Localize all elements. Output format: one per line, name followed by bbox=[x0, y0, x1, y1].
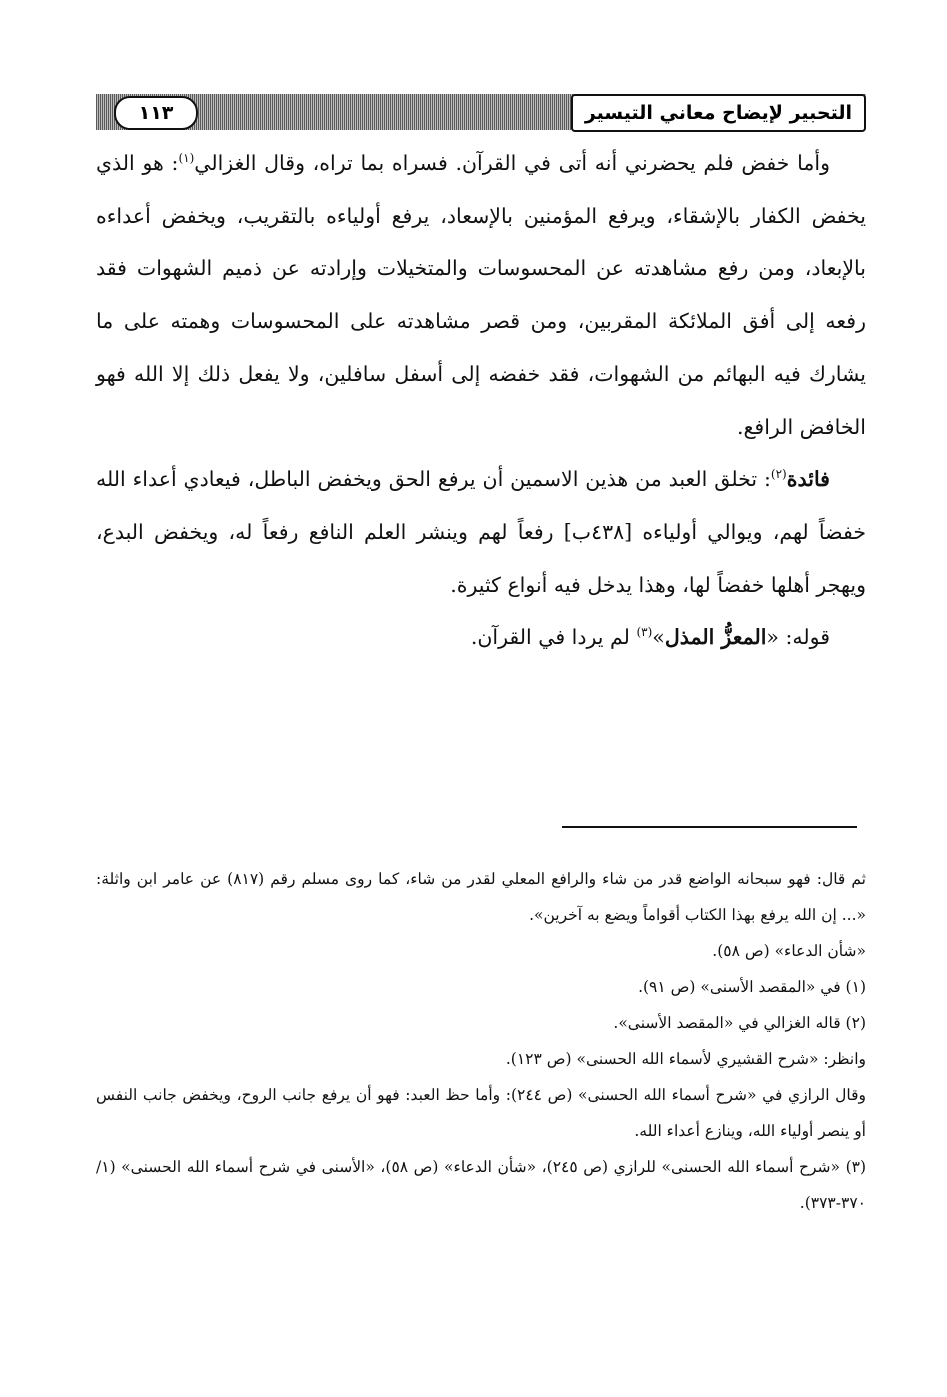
footnote-line: «شأن الدعاء» (ص ٥٨). bbox=[712, 942, 866, 960]
paragraph-1-text: وأما خفض فلم يحضرني أنه أتى في القرآن. فسراه بما تراه، وقال الغزالي bbox=[194, 151, 830, 175]
footnote-2: (٢) قاله الغزالي في «المقصد الأسنى». bbox=[613, 1014, 866, 1032]
fa-ida-label: فائدة bbox=[786, 467, 830, 492]
paragraph-3-text: لم يردا في القرآن. bbox=[470, 625, 637, 650]
footnote-ref-1: (١) bbox=[178, 151, 195, 166]
names-heading: المعزُّ المذل bbox=[664, 625, 767, 650]
footnote-ref-2: (٢) bbox=[770, 467, 787, 482]
page-number: ١١٣ bbox=[114, 96, 198, 130]
book-title: التحبير لإيضاح معاني التيسير bbox=[571, 94, 866, 132]
running-header bbox=[96, 94, 866, 130]
footnote-continuation: ثم قال: فهو سبحانه الواضع قدر من شاء والرافع المعلي لقدر من شاء، كما روى مسلم رقم (٨١٧) عن عامر ابن واثلة: «... إن الله يرفع بهذا الكتاب أقواماً ويضع به آخرين». bbox=[96, 870, 866, 924]
footnote-line: وقال الرازي في «شرح أسماء الله الحسنى» (ص ٢٤٤): وأما حظ العبد: فهو أن يرفع جانب الروح، ويخفض جانب النفس أو ينصر أولياء الله، وينازع أعداء الله. bbox=[96, 1086, 866, 1140]
footnote-separator bbox=[562, 826, 857, 828]
paragraph-2 bbox=[96, 453, 866, 611]
paragraph-3-start: قوله: « bbox=[766, 625, 830, 650]
paragraph-1-continuation: : هو الذي يخفض الكفار بالإشقاء، ويرفع المؤمنين بالإسعاد، يرفع أولياءه بالتقريب، ويخفض أعداءه بالإبعاد، ومن رفع مشاهدته عن المحسوسات والمتخيلات وإرادته عن ذميم الشهوات فقد رفعه إلى أفق الملائكة المقربين، ومن قصر مشاهدته على المحسوسات وهمته على ما يشارك فيه البهائم من الشهوات، فقد خفضه إلى أسفل سافلين، ولا يفعل ذلك إلا الله فهو الخافض الرافع. bbox=[96, 151, 866, 439]
paragraph-1 bbox=[96, 137, 866, 453]
footnote-1: (١) في «المقصد الأسنى» (ص ٩١). bbox=[638, 978, 866, 996]
footnote-ref-3: (٣) bbox=[636, 625, 653, 640]
paragraph-2-text: : تخلق العبد من هذين الاسمين أن يرفع الحق ويخفض الباطل، فيعادي أعداء الله خفضاً لهم، ويوالي أولياءه [٤٣٨ب] رفعاً لهم وينشر العلم النافع رفعاً له، ويخفض البدع، ويهجر أهلها خفضاً لها، وهذا يدخل فيه أنواع كثيرة. bbox=[96, 467, 866, 597]
footnote-3: (٣) «شرح أسماء الله الحسنى» للرازي (ص ٢٤٥)، «شأن الدعاء» (ص ٥٨)، «الأسنى في شرح أسماء الله الحسنى» (١/ ٣٧٠-٣٧٣). bbox=[96, 1158, 867, 1212]
paragraph-3 bbox=[96, 611, 866, 664]
footnotes bbox=[96, 861, 866, 1221]
paragraph-3-quote-close: » bbox=[652, 625, 665, 650]
footnote-line: وانظر: «شرح القشيري لأسماء الله الحسنى» (ص ١٢٣). bbox=[505, 1050, 866, 1068]
main-text bbox=[96, 137, 866, 664]
